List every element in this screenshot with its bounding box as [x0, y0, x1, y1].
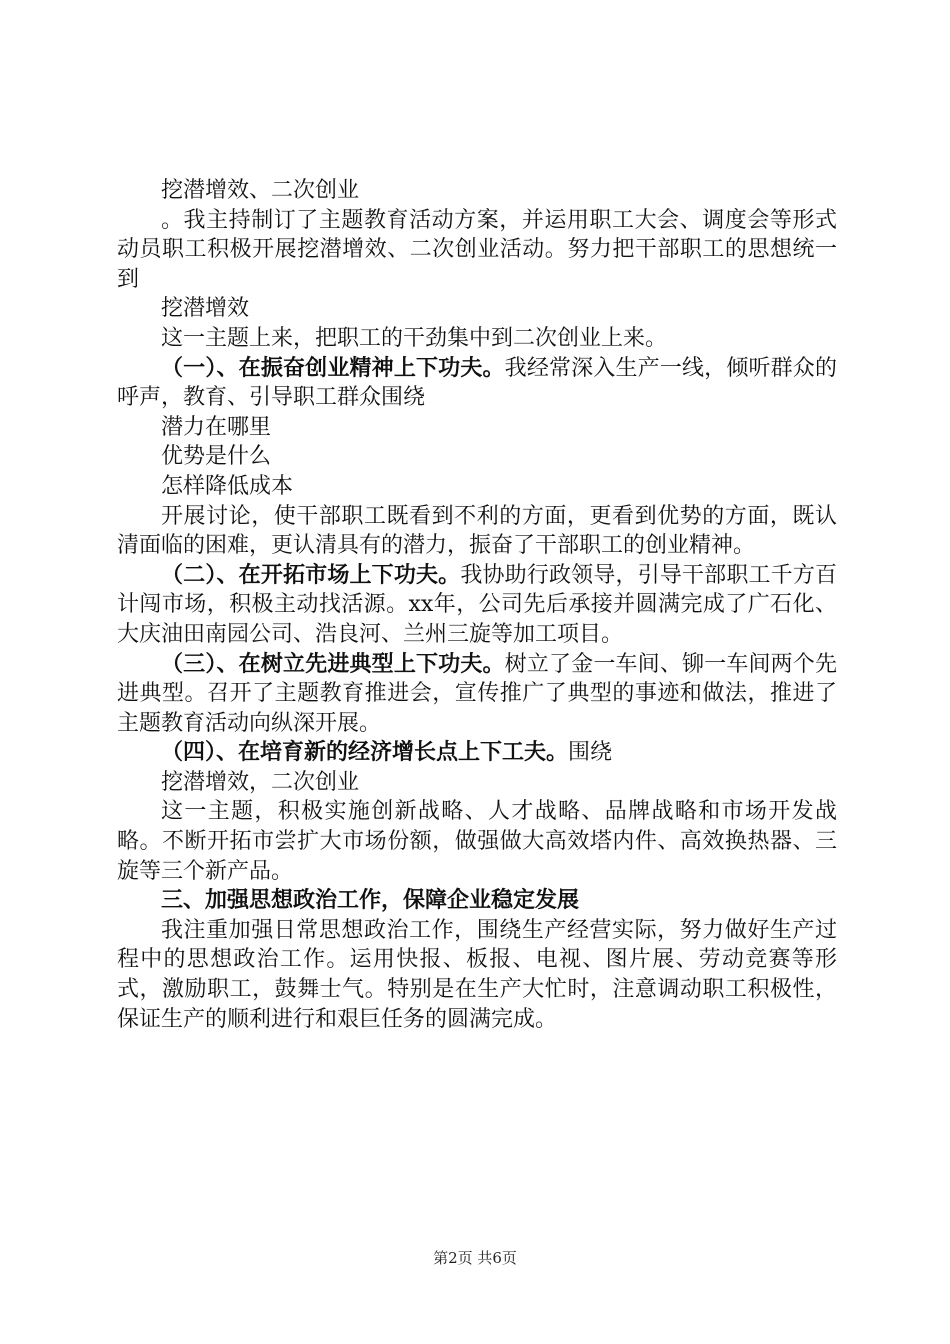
section-heading: 三、加强思想政治工作，保障企业稳定发展: [161, 888, 580, 914]
paragraph: 挖潜增效、二次创业: [161, 178, 360, 203]
paragraph: 开展讨论，使干部职工既看到不利的方面，更看到优势的方面，既认清面临的困难，更认清具有的潜力，振奋了干部职工的创业精神。: [117, 503, 837, 559]
paragraph: 优势是什么: [161, 444, 272, 470]
section-heading: （三）、在树立先进典型上下功夫。: [161, 651, 505, 677]
paragraph: 这一主题，积极实施创新战略、人才战略、品牌战略和市场开发战略。不断开拓市尝扩大市场份额，做强做大高效塔内件、高效换热器、三旋等三个新产品。: [117, 799, 837, 884]
paragraph: （四）、在培育新的经济增长点上下工夫。围绕: [161, 740, 613, 766]
section-heading: （一）、在振奋创业精神上下功夫。: [161, 355, 505, 381]
paragraph: 挖潜增效: [161, 296, 250, 322]
chapter-heading: [117, 886, 837, 916]
paragraph: 我注重加强日常思想政治工作，围绕生产经营实际，努力做好生产过程中的思想政治工作。运用快报、板报、电视、图片展、劳动竞赛等形式，激励职工，鼓舞士气。特别是在生产大忙时，注意调动职工积极性，保证生产的顺利进行和艰巨任务的圆满完成。: [117, 917, 837, 1032]
paragraph: 潜力在哪里: [161, 414, 272, 440]
paragraph: 怎样降低成本: [161, 473, 294, 499]
paragraph: 。我主持制订了主题教育活动方案，并运用职工大会、调度会等形式动员职工积极开展挖潜增效、二次创业活动。努力把干部职工的思想统一到: [117, 207, 837, 292]
paragraph: 这一主题上来，把职工的干劲集中到二次创业上来。: [161, 325, 668, 351]
paragraph: 挖潜增效，二次创业: [161, 769, 360, 795]
paragraph: （三）、在树立先进典型上下功夫。树立了金一车间、铆一车间两个先进典型。召开了主题教育推进会，宣传推广了典型的事迹和做法，推进了主题教育活动向纵深开展。: [117, 651, 837, 736]
page-number-footer: 第2页 共6页: [433, 1249, 517, 1267]
paragraph: （二）、在开拓市场上下功夫。我协助行政领导，引导干部职工千方百计闯市场，积极主动找活源。xx年，公司先后承接并圆满完成了广石化、大庆油田南园公司、浩良河、兰州三旋等加工项目。: [117, 562, 837, 647]
section-heading: （四）、在培育新的经济增长点上下工夫。: [161, 740, 569, 766]
document-body: [117, 176, 837, 1034]
section-heading: （二）、在开拓市场上下功夫。: [161, 562, 461, 588]
paragraph: （一）、在振奋创业精神上下功夫。我经常深入生产一线，倾听群众的呼声，教育、引导职工群众围绕: [117, 355, 837, 411]
